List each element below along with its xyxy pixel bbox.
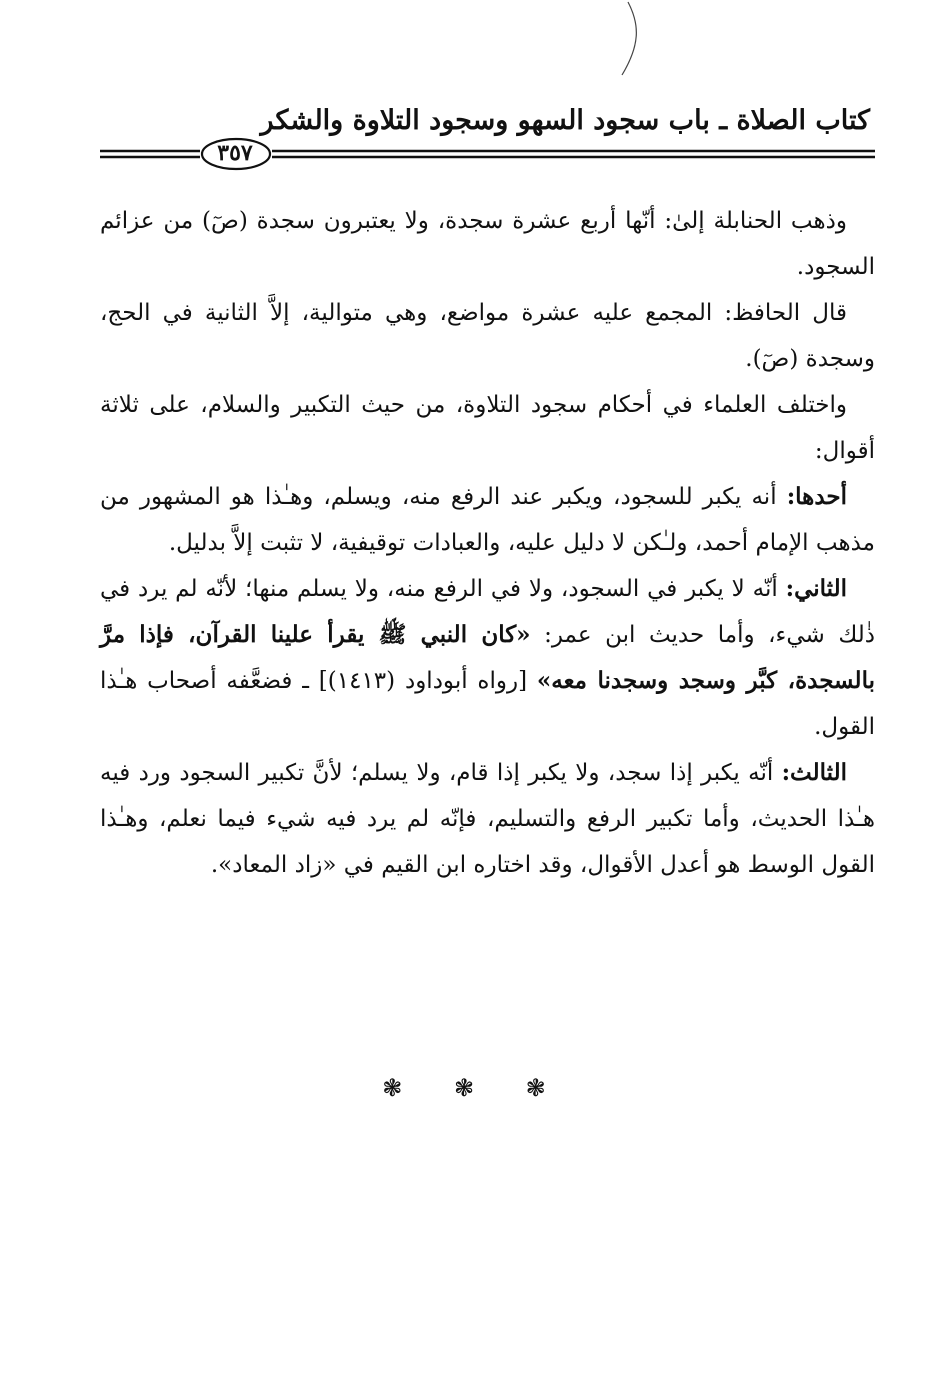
paragraph-ikhtilaf bbox=[100, 382, 875, 474]
paragraph-text: وذهب الحنابلة إلىٰ: أنّها أربع عشرة سجدة، ولا يعتبرون سجدة (صٓ) من عزائم السجود. bbox=[100, 208, 875, 280]
paragraph-hafiz bbox=[100, 290, 875, 382]
paragraph-hanabila bbox=[100, 198, 875, 290]
page-number: ٣٥٧ bbox=[217, 140, 253, 166]
paragraph-text: أنّه لا يكبر في السجود، ولا في الرفع منه، ولا يسلم منها؛ لأنّه لم يرد في ذٰلك شيء، وأما حديث ابن عمر: bbox=[100, 576, 875, 648]
paragraph-lead: الثاني: bbox=[785, 575, 847, 602]
section-separator-stars: ❃ ❃ ❃ bbox=[382, 1074, 568, 1102]
paragraph-lead: الثالث: bbox=[781, 759, 847, 786]
paragraph-text: أنّه يكبر إذا سجد، ولا يكبر إذا قام، ولا يسلم؛ لأنَّ تكبير السجود ورد فيه هـٰذا الحديث، وأما تكبير الرفع والتسليم، فإنّه لم يرد فيه شيء فيما نعلم، وهـٰذا القول الوسط هو أعدل الأقوال، وقد اختاره ابن القيم في «زاد المعاد». bbox=[100, 760, 875, 878]
paragraph-text: قال الحافظ: المجمع عليه عشرة مواضع، وهي متوالية، إلاَّ الثانية في الحج، وسجدة (صٓ). bbox=[100, 300, 875, 372]
paragraph-tail: [رواه أبوداود (١٤١٣)] ـ فضعَّفه أصحاب هـٰذا القول. bbox=[100, 668, 875, 740]
paragraph-second-opinion bbox=[100, 566, 875, 750]
body-text bbox=[100, 198, 875, 888]
paragraph-lead: أحدها: bbox=[786, 483, 847, 510]
running-header-title: كتاب الصلاة ـ باب سجود السهو وسجود التلاوة والشكر bbox=[260, 105, 870, 136]
scan-artifact-line bbox=[600, 0, 650, 80]
paragraph-third-opinion bbox=[100, 750, 875, 888]
paragraph-text: أنه يكبر للسجود، ويكبر عند الرفع منه، ويسلم، وهـٰذا هو المشهور من مذهب الإمام أحمد، ولـٰكن لا دليل عليه، والعبادات توقيفية، لا تثبت إلاَّ بدليل. bbox=[100, 484, 875, 556]
hadith-quote: «كان النبي ﷺ يقرأ علينا القرآن، فإذا مرَّ بالسجدة، كبَّر وسجد وسجدنا معه» bbox=[100, 621, 875, 694]
paragraph-text: واختلف العلماء في أحكام سجود التلاوة، من حيث التكبير والسلام، على ثلاثة أقوال: bbox=[100, 392, 875, 464]
paragraph-first-opinion bbox=[100, 474, 875, 566]
